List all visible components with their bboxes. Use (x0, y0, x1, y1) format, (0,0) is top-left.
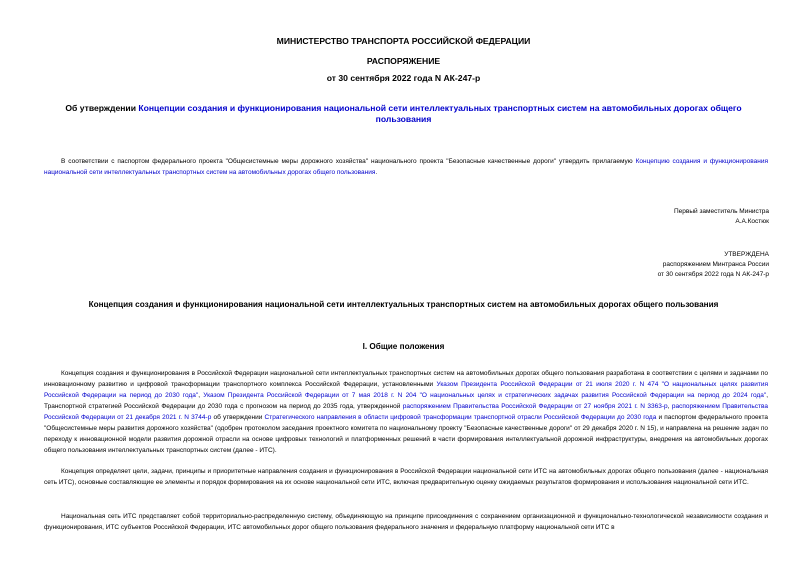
preamble-text: В соответствии с паспортом федерального проекта "Общесистемные меры дорожного хозяйства" национального проекта "Безопасные качественные дороги" утвердить прилагаемую (61, 158, 636, 165)
title-prefix: Об утверждении (65, 103, 139, 113)
paragraph-text: об утверждении (211, 414, 265, 421)
section-1-paragraph-1 (44, 368, 768, 456)
strategic-direction-link[interactable]: Стратегического направления в области цифровой трансформации транспортной отрасли Российской Федерации до 2030 года (264, 414, 657, 421)
section-1-paragraph-3 (44, 511, 768, 533)
decree-474-link[interactable]: Указом Президента Российской Федерации от 21 июля 2020 г. N 474 "О национальных целях развития Российской Федерации на период до 2030 года" (44, 381, 768, 399)
approval-block (658, 250, 769, 280)
paragraph-text: Концепция создания и функционирования в Российской Федерации национальной сети интеллектуальных транспортных систем на автомобильных дорогах общего пользования разработана в соответствии с целями и задачами по инновационному развитию и цифровой трансформации транспортного комплекса Российской Федерации, установленными (44, 370, 768, 388)
approval-line-3: от 30 сентября 2022 года N АК-247-р (657, 271, 769, 278)
paragraph-text: , Транспортной стратегией Российской Федерации до 2030 года с прогнозом на период до 2035 года, утвержденной (44, 392, 768, 410)
ministry-heading: МИНИСТЕРСТВО ТРАНСПОРТА РОССИЙСКОЙ ФЕДЕРАЦИИ (276, 36, 531, 46)
approval-line-1: УТВЕРЖДЕНА (724, 251, 769, 258)
title-link[interactable]: Концепции создания и функционирования национальной сети интеллектуальных транспортных систем на автомобильных дорогах общего пользования (138, 103, 742, 124)
doc-type-heading: РАСПОРЯЖЕНИЕ (366, 56, 441, 66)
signature-position: Первый заместитель Министра (673, 208, 769, 215)
preamble-paragraph (44, 156, 768, 178)
order-3744-link[interactable]: распоряжением Правительства Российской Федерации от 21 декабря 2021 г. N 3744-р (44, 403, 768, 421)
paragraph-text: , (667, 403, 672, 410)
doc-date-number: от 30 сентября 2022 года N АК-247-р (326, 73, 481, 83)
paragraph-text: , (198, 392, 204, 399)
order-3363-link[interactable]: распоряжением Правительства Российской Федерации от 27 ноября 2021 г. N 3363-р (402, 403, 668, 410)
concept-title: Концепция создания и функционирования национальной сети интеллектуальных транспортных систем на автомобильных дорогах общего пользования (88, 300, 719, 309)
document-title (48, 103, 759, 125)
paragraph-text: Национальная сеть ИТС представляет собой территориально-распределенную систему, объединяющую на принципе присоединения с сохранением организационной и функционально-технологической независимости создания и функционирования, ИТС субъектов Российской Федерации, ИТС автомобильных дорог общего пользования федерального значения и федеральную платформу национальной сети ИТС в (44, 513, 768, 531)
section-1-paragraph-2 (44, 466, 768, 488)
section-1-title: I. Общие положения (362, 342, 445, 351)
signature-name: А.А.Костюк (735, 218, 769, 225)
signature-block (674, 207, 769, 227)
paragraph-text: и паспортом федерального проекта "Общесистемные меры развития дорожного хозяйства" (одобрен протоколом заседания проектного комитета по национальному проекту "Безопасные качественные дороги" от 29 декабря 2020 г. N 15), и направлена на решение задач по переходу к инновационной модели развития дорожной отрасли на основе цифровых технологий и платформенных решений в части формирования интеллектуальной дорожной инфраструктуры, внедрения на автомобильных дорогах общего пользования интеллектуальных транспортных систем (далее - ИТС). (44, 414, 768, 454)
paragraph-text: Концепция определяет цели, задачи, принципы и приоритетные направления создания и функционирования в Российской Федерации национальной сети ИТС на автомобильных дорогах общего пользования (далее - национальная сеть ИТС), основные составляющие ее элементы и порядок формирования на их основе национальной сети ИТС, включая предварительную оценку ожидаемых результатов формирования и использования национальной сети ИТС. (44, 468, 768, 486)
preamble-link[interactable]: Концепцию создания и функционирования национальной сети интеллектуальных транспортных систем на автомобильных дорогах общего пользования (44, 158, 768, 176)
decree-204-link[interactable]: Указом Президента Российской Федерации от 7 мая 2018 г. N 204 "О национальных целях и стратегических задачах развития Российской Федерации на период до 2024 года" (203, 392, 767, 399)
preamble-end: . (375, 169, 378, 176)
approval-line-2: распоряжением Минтранса России (662, 261, 769, 268)
